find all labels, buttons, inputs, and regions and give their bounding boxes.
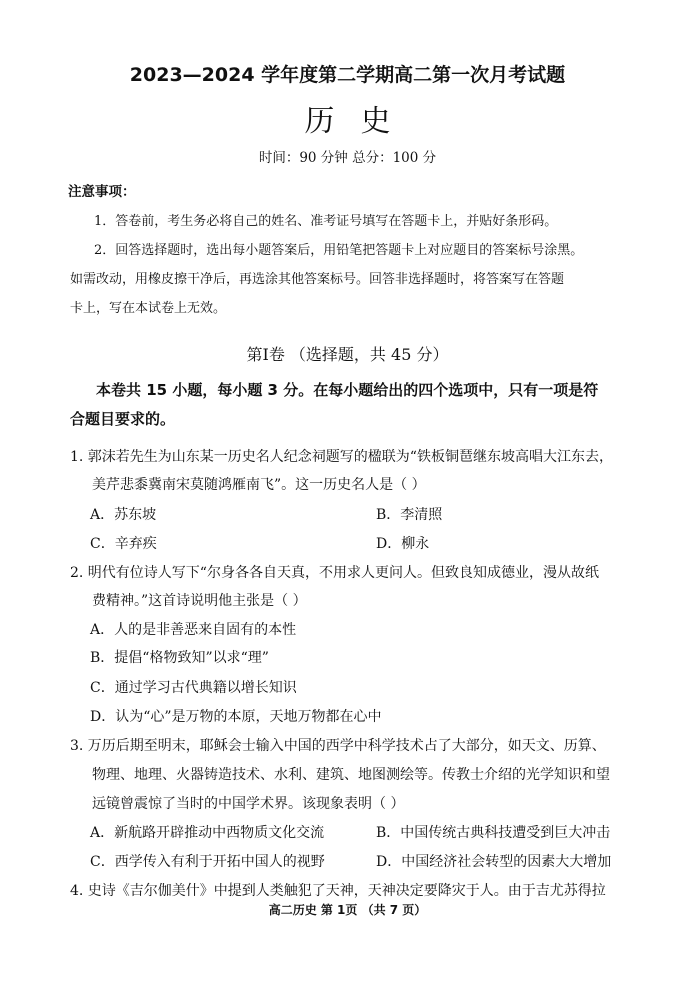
question-3-stem-line-2: 物理、地理、火器铸造技术、水利、建筑、地图测绘等。传教士介绍的光学知识和望 xyxy=(92,767,610,783)
question-3-option-d: D．中国经济社会转型的因素大大增加 xyxy=(376,854,612,870)
question-3-option-b: B．中国传统古典科技遭受到巨大冲击 xyxy=(376,825,611,841)
time-info: 时间：90 分钟 总分：100 分 xyxy=(258,150,437,166)
question-1-option-a: A．苏东坡 xyxy=(90,507,157,523)
question-2-stem-line-1: 2. 明代有位诗人写下“尔身各各自天真，不用求人更问人。但致良知成德业，漫从故纸 xyxy=(70,565,599,581)
question-1-stem-line-2: 美芹悲黍冀南宋莫随鸿雁南飞”。这一历史名人是（ ） xyxy=(92,477,426,493)
question-3-stem-line-1: 3. 万历后期至明末，耶稣会士输入中国的西学中科学技术占了大部分，如天文、历算、 xyxy=(70,738,606,754)
question-3-option-a: A．新航路开辟推动中西物质文化交流 xyxy=(90,825,325,841)
section-intro-line-1: 本卷共 15 小题，每小题 3 分。在每小题给出的四个选项中，只有一项是符 xyxy=(96,381,599,399)
question-2-option-d: D．认为“心”是万物的本原，天地万物都在心中 xyxy=(90,709,382,725)
notice-heading: 注意事项： xyxy=(68,184,136,200)
notice-line-1: 1．答卷前，考生务必将自己的姓名、准考证号填写在答题卡上，并贴好条形码。 xyxy=(94,214,558,229)
notice-line-2a: 2．回答选择题时，选出每小题答案后，用铅笔把答题卡上对应题目的答案标号涂黑。 xyxy=(94,243,584,258)
exam-title: 2023—2024 学年度第二学期高二第一次月考试题 xyxy=(129,64,566,86)
question-1-stem-line-1: 1. 郭沫若先生为山东某一历史名人纪念祠题写的楹联为“铁板铜琶继东坡高唱大江东去， xyxy=(70,449,613,465)
question-2-option-b: B．提倡“格物致知”以求“理” xyxy=(90,650,269,666)
question-1-option-d: D．柳永 xyxy=(376,536,430,552)
question-2-stem-line-2: 费精神。”这首诗说明他主张是（ ） xyxy=(92,593,307,609)
section-title: 第Ⅰ卷 （选择题，共 45 分） xyxy=(246,345,449,364)
notice-line-2c: 卡上，写在本试卷上无效。 xyxy=(70,301,227,316)
question-3-stem-line-3: 远镜曾震惊了当时的中国学术界。该现象表明（ ） xyxy=(92,796,405,812)
notice-line-2b: 如需改动，用橡皮擦干净后，再选涂其他答案标号。回答非选择题时，将答案写在答题 xyxy=(70,272,565,287)
question-2-option-c: C．通过学习古代典籍以增长知识 xyxy=(90,680,297,696)
question-3-option-c: C．西学传入有利于开拓中国人的视野 xyxy=(90,854,325,870)
section-intro-line-2: 合题目要求的。 xyxy=(70,410,176,428)
page-footer: 高二历史 第 1页 （共 7 页） xyxy=(268,903,427,917)
subject-title: 历史 xyxy=(304,104,417,139)
question-1-option-c: C．辛弃疾 xyxy=(90,536,157,552)
question-1-option-b: B．李清照 xyxy=(376,507,443,523)
question-4-stem-line-1: 4. 史诗《吉尔伽美什》中提到人类触犯了天神，天神决定要降灾于人。由于吉尤苏得拉 xyxy=(70,883,606,899)
question-2-option-a: A．人的是非善恶来自固有的本性 xyxy=(90,622,297,638)
